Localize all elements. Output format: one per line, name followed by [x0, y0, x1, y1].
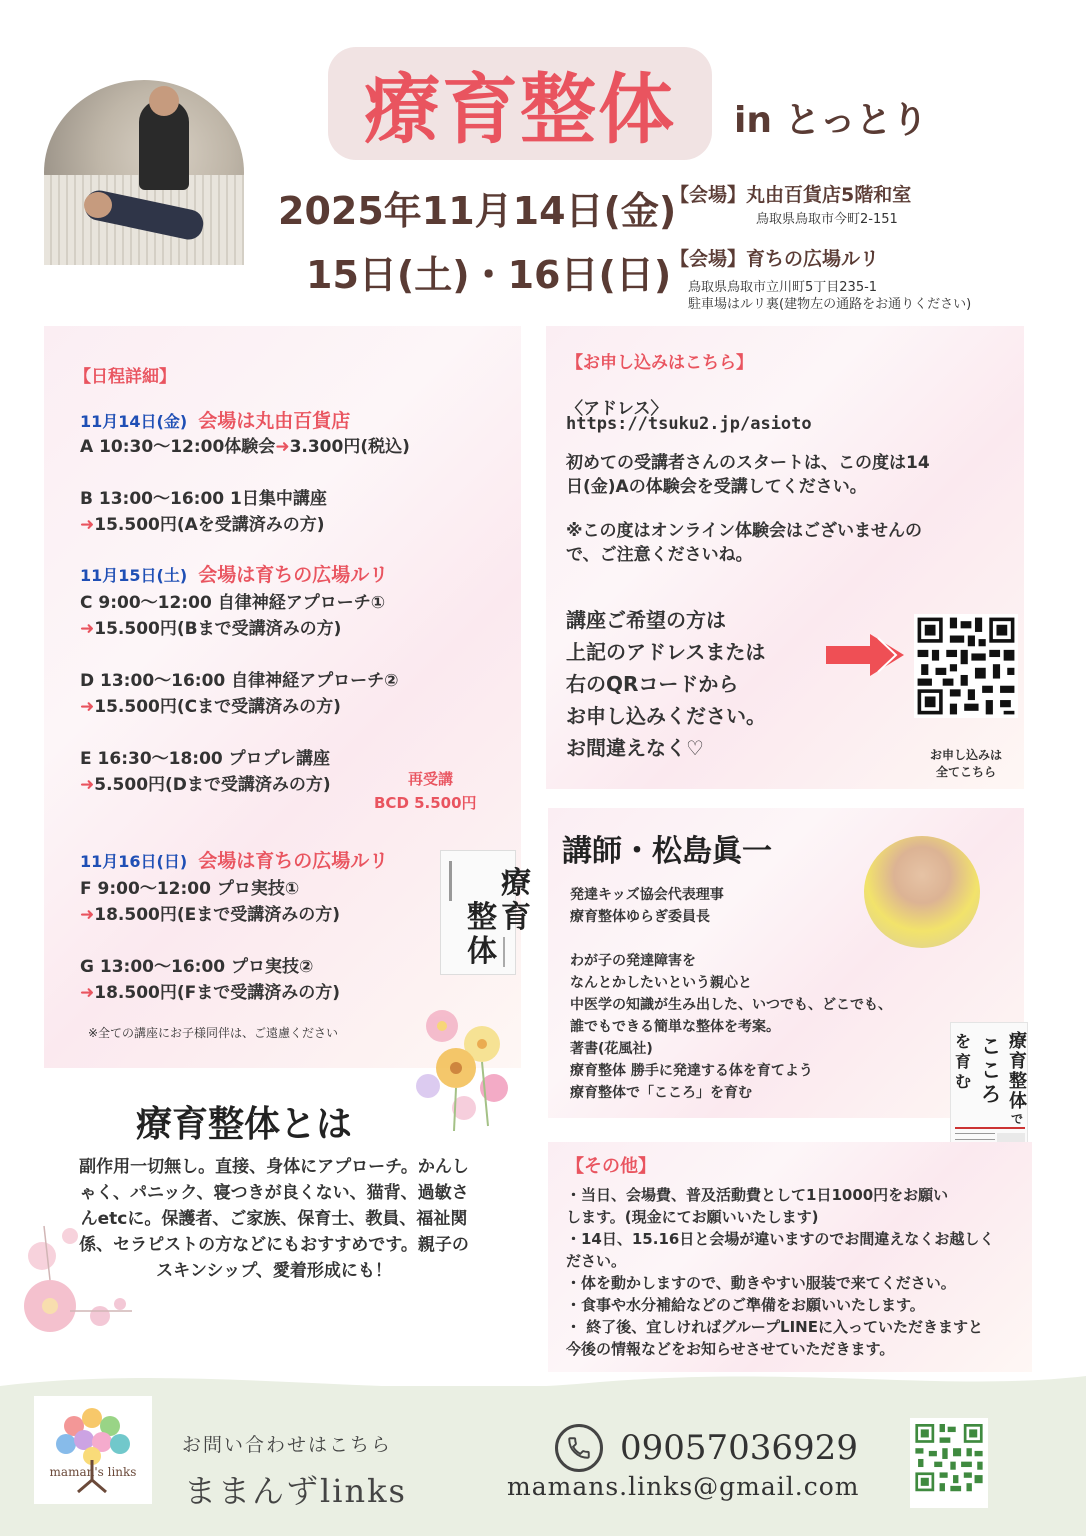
day-3-date: 11月16日(日) [80, 852, 188, 871]
session-c-price: 15.500円(Bまで受講済みの方) [94, 619, 342, 639]
lecturer-bio-3: 中医学の知識が生み出した、いつでも、どこでも、 [570, 997, 892, 1013]
flower-decoration-center [404, 996, 524, 1136]
arrow-icon: ➜ [80, 775, 95, 795]
cta-line-4: お申し込みください。 [566, 704, 766, 728]
contact-label: お問い合わせはこちら [182, 1434, 393, 1456]
header-photo [44, 80, 244, 265]
qr-code-icon [914, 614, 1018, 718]
online-note-line-2: で、ご注意くださいね。 [566, 545, 753, 565]
svg-text:整: 整 [1009, 1071, 1027, 1092]
other-line-7: ・ 終了後、宜しければグループLINEに入っていただきますと [566, 1318, 983, 1336]
event-date-line-1: 2025年11月14日(金) [278, 189, 677, 233]
qr-caption-1: お申し込みは [929, 748, 1002, 762]
qr-caption-2: 全てこちら [935, 765, 996, 779]
svg-text:む: む [955, 1072, 972, 1091]
arrow-icon: ➜ [275, 437, 290, 457]
day-2-venue: 会場は育ちの広場ルリ [198, 564, 389, 586]
retake-label: 再受講 [408, 770, 454, 788]
venue-1-label: 【会場】丸由百貨店5階和室 [670, 184, 912, 206]
session-d-time: D 13:00〜16:00 自律神経アプローチ② [80, 671, 399, 691]
venue-1-address: 鳥取県鳥取市今町2-151 [756, 212, 898, 227]
address-label: 〈アドレス〉 [566, 399, 668, 419]
svg-text:整: 整 [467, 900, 497, 935]
org-logo [34, 1396, 152, 1504]
svg-text:育: 育 [1009, 1051, 1027, 1072]
flower-decoration-left [10, 1216, 140, 1346]
day-3-venue: 会場は育ちの広場ルリ [198, 850, 389, 872]
lecturer-book-2: 療育整体で「こころ」を育む [570, 1085, 752, 1101]
svg-text:で: で [1011, 1112, 1024, 1126]
other-line-3: ・14日、15.16日と会場が違いますのでお間違えなくお越しく [566, 1230, 995, 1248]
session-b-price-row [80, 510, 325, 535]
svg-text:体: 体 [1009, 1091, 1027, 1112]
session-f-price: 18.500円(Eまで受講済みの方) [94, 905, 341, 925]
session-b-time: B 13:00〜16:00 1日集中講座 [80, 489, 327, 509]
svg-text:を: を [955, 1032, 972, 1051]
lecturer-book-1: 療育整体 勝手に発達する体を育てよう [570, 1063, 813, 1079]
child-note: ※全ての講座にお子様同伴は、ご遠慮ください [88, 1026, 339, 1040]
apply-url-link[interactable]: https://tsuku2.jp/asioto [566, 414, 812, 434]
title-box [328, 47, 712, 160]
other-line-2: します。(現金にてお願いいたします) [566, 1208, 819, 1226]
day-1-header [80, 406, 350, 433]
day-1-venue: 会場は丸由百貨店 [198, 410, 351, 432]
svg-text:療: 療 [1009, 1031, 1027, 1052]
first-timer-line-2: 日(金)Aの体験会を受講してください。 [566, 477, 867, 497]
book-cover-1 [440, 850, 531, 975]
lecturer-role-2: 療育整体ゆらぎ委員長 [570, 909, 710, 925]
venue-2-label: 【会場】育ちの広場ルリ [670, 248, 880, 270]
apply-tag: 【お申し込みはこちら】 [566, 353, 753, 373]
session-e-time: E 16:30〜18:00 プロプレ講座 [80, 749, 330, 769]
svg-text:療: 療 [501, 866, 531, 901]
other-line-1: ・当日、会場費、普及活動費として1日1000円をお願い [566, 1186, 949, 1204]
first-timer-line-1: 初めての受講者さんのスタートは、この度は14 [566, 453, 930, 473]
arrow-icon: ➜ [80, 619, 95, 639]
day-3-header [80, 846, 388, 873]
book-cover-1-art [441, 851, 531, 976]
other-line-4: ださい。 [566, 1252, 627, 1270]
arrow-icon: ➜ [80, 515, 95, 535]
about-title: 療育整体とは [136, 1104, 353, 1145]
schedule-tag: 【日程詳細】 [74, 367, 176, 387]
svg-text:こ: こ [981, 1034, 1001, 1058]
arrow-icon: ➜ [80, 905, 95, 925]
svg-text:maman's links: maman's links [49, 1465, 137, 1479]
online-note-line-1: ※この度はオンライン体験会はございませんの [566, 521, 923, 541]
session-a-time: A 10:30〜12:00体験会 [80, 437, 276, 457]
session-b-price: 15.500円(Aを受講済みの方) [94, 515, 325, 535]
venue-2-parking: 駐車場はルリ裏(建物左の通路をお通りください) [688, 297, 972, 312]
session-e-price-row [80, 770, 331, 795]
lecturer-photo [864, 836, 980, 948]
session-c-price-row [80, 614, 341, 639]
arrow-right-icon [826, 630, 906, 680]
retake-price: BCD 5.500円 [374, 794, 477, 812]
session-a [80, 432, 410, 457]
page-title: 療育整体 [364, 65, 676, 154]
svg-text:育: 育 [955, 1052, 972, 1071]
day-2-header [80, 560, 388, 587]
other-line-5: ・体を動かしますので、動きやすい服装で来てください。 [566, 1274, 956, 1292]
about-body: 副作用一切無し。直接、身体にアプローチ。かんしゃく、パニック、寝つきが良くない、猫背、過敏さんetcに。保護者、ご家族、保育士、教員、福祉関係、セラピストの方などにもおすすめです。親子のスキンシップ、愛着形成にも！ [79, 1157, 469, 1281]
event-date-line-2: 15日(土)・16日(日) [306, 253, 672, 297]
tree-logo-icon [34, 1396, 152, 1504]
session-g-time: G 13:00〜16:00 プロ実技② [80, 957, 314, 977]
lecturer-books-label: 著書(花風社) [570, 1041, 653, 1057]
session-d-price-row [80, 692, 341, 717]
session-g-price: 18.500円(Fまで受講済みの方) [94, 983, 341, 1003]
session-a-price: 3.300円(税込) [289, 437, 410, 457]
other-line-8: 今後の情報などをお知らせさせていただきます。 [566, 1340, 895, 1358]
lecturer-name: 講師・松島眞一 [562, 834, 772, 869]
footer-qr-code[interactable] [910, 1418, 988, 1508]
venue-2-address: 鳥取県鳥取市立川町5丁目235-1 [688, 280, 878, 295]
session-c-time: C 9:00〜12:00 自律神経アプローチ① [80, 593, 386, 613]
lecturer-role-1: 発達キッズ協会代表理事 [570, 887, 724, 903]
title-suffix: in とっとり [734, 100, 928, 141]
svg-text:こ: こ [981, 1058, 1001, 1082]
day-1-date: 11月14日(金) [80, 412, 188, 431]
session-d-price: 15.500円(Cまで受講済みの方) [94, 697, 341, 717]
svg-text:体: 体 [467, 934, 497, 969]
phone-number-link[interactable]: 09057036929 [620, 1428, 858, 1468]
org-name: ままんずlinks [184, 1472, 407, 1510]
session-g-price-row [80, 978, 340, 1003]
svg-text:育: 育 [501, 900, 531, 935]
arrow-icon: ➜ [80, 983, 95, 1003]
cta-line-2: 上記のアドレスまたは [566, 640, 766, 664]
arrow-icon: ➜ [80, 697, 95, 717]
phone-icon [555, 1424, 603, 1472]
session-e-price: 5.500円(Dまで受講済みの方) [94, 775, 331, 795]
lecturer-bio-4: 誰でもできる簡単な整体を考案。 [570, 1019, 780, 1035]
apply-qr-code[interactable] [914, 614, 1018, 718]
qr-code-icon [910, 1418, 988, 1508]
lecturer-bio-1: わが子の発達障害を [570, 953, 696, 969]
cta-line-3: 右のQRコードから [566, 672, 739, 696]
email-link[interactable]: mamans.links@gmail.com [507, 1472, 860, 1501]
session-f-price-row [80, 900, 340, 925]
other-line-6: ・食事や水分補給などのご準備をお願いいたします。 [566, 1296, 925, 1314]
day-2-date: 11月15日(土) [80, 566, 188, 585]
session-f-time: F 9:00〜12:00 プロ実技① [80, 879, 300, 899]
cta-line-5: お間違えなく♡ [566, 736, 704, 760]
other-tag: 【その他】 [566, 1156, 656, 1177]
svg-text:ろ: ろ [981, 1082, 1001, 1106]
cta-line-1: 講座ご希望の方は [566, 608, 726, 632]
lecturer-bio-2: なんとかしたいという親心と [570, 975, 752, 991]
